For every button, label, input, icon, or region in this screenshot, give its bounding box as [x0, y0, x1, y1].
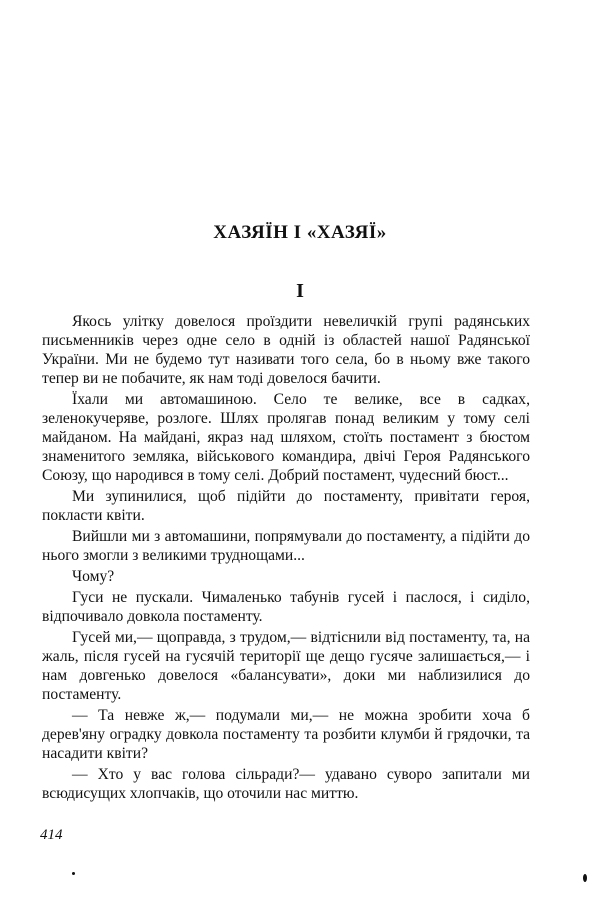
paragraph: Якось улітку довелося проїздити невеличкій групі радянських письменників через одне село в одній із областей нашої Радянської України. Ми не будемо тут називати того села, бо в ньому вже такого тепер ви не побачите, як нам тоді довелося бачити. [42, 313, 530, 387]
chapter-number: I [296, 280, 304, 302]
body-text [42, 312, 530, 805]
scan-speck [72, 872, 75, 875]
page-number: 414 [40, 827, 63, 843]
paragraph: — Хто у вас голова сільради?— удавано суворо запитали ми всюдисущих хлопчаків, що оточили нас миттю. [42, 766, 530, 802]
page-title: ХАЗЯЇН І «ХАЗЯЇ» [213, 222, 387, 243]
paragraph: Їхали ми автомашиною. Село те велике, все в садках, зеленокучеряве, розлоге. Шлях пролягав понад великим у тому селі майданом. На майдані, якраз над шляхом, стоїть постамент з бюстом знаменитого земляка, військового командира, двічі Героя Радянського Союзу, що народився в тому селі. Добрий постамент, чудесний бюст... [42, 391, 530, 484]
paragraph: Ми зупинилися, щоб підійти до постаменту, привітати героя, покласти квіти. [42, 488, 530, 524]
paragraph: Гуси не пускали. Чималенько табунів гусей і паслося, і сиділо, відпочивало довкола постаменту. [42, 589, 530, 625]
paragraph: Гусей ми,— щоправда, з трудом,— відтіснили від постаменту, та, на жаль, після гусей на гусячій території ще дещо гусяче залишається,— і нам довгенько довелося «балансувати», доки ми наблизилися до постаменту. [42, 629, 530, 703]
scan-speck [583, 874, 587, 882]
paragraph: Чому? [72, 568, 115, 585]
paragraph: Вийшли ми з автомашини, попрямували до постаменту, а підійти до нього змогли з великими труднощами... [42, 528, 530, 564]
paragraph: — Та невже ж,— подумали ми,— не можна зробити хоча б дерев'яну оградку довкола постаменту та розбити клумби й грядочки, та насадити квіти? [42, 707, 530, 762]
